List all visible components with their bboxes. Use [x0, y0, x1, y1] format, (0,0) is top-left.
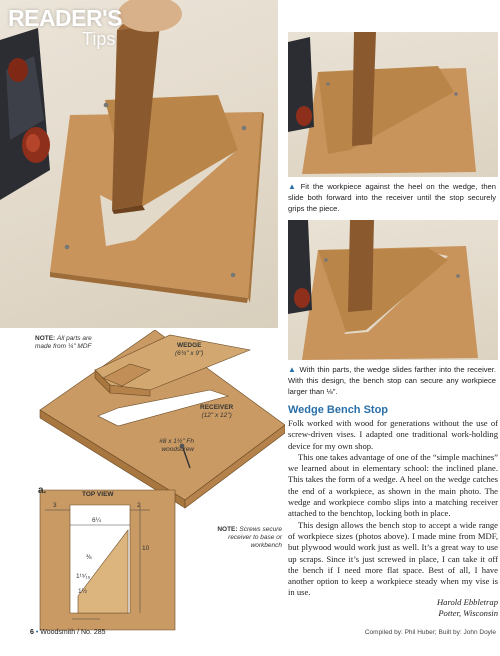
signature	[288, 597, 498, 619]
masthead-title: READER'S	[8, 5, 122, 31]
main-photo	[0, 0, 278, 328]
author-name: Harold Ebbletrap	[436, 597, 498, 607]
dim-2: 2	[137, 502, 141, 509]
screw-label: #8 x 1½" Fh woodscrew	[159, 438, 194, 453]
magazine-name: Woodsmith / No. 285	[40, 629, 106, 636]
article-body	[288, 418, 498, 599]
footer-credits: Compiled by: Phil Huber; Built by: John Doyle	[364, 629, 496, 636]
dim-6-3-4: 6¼	[92, 517, 102, 524]
triangle-up-icon: ▲	[288, 365, 297, 374]
exploded-diagram	[0, 330, 285, 640]
caption-mid: ▲ With thin parts, the wedge slides farther into the receiver. With this design, the bench stop can secure any workpiece larger than ⅛".	[288, 365, 496, 396]
receiver-label: RECEIVER (12" x 12")	[200, 404, 234, 419]
article-paragraph: This design allows the bench stop to accept a wide range of workpiece sizes (photos above). I made mine from MDF, but plywood would work just as well. It’s a great way to use up scraps. Since it’s just screwed in place, I can take it off the bench if I need more flat space. Best of all, I have another option to keep a workpiece steady when my vise is in use.	[288, 519, 498, 598]
dim-3: 3	[53, 502, 57, 509]
dim-1-1-2: 1½	[78, 588, 88, 595]
page-number: 6	[30, 629, 34, 636]
masthead-subtitle: Tips	[82, 29, 116, 49]
photo-wide-workpiece	[288, 32, 498, 177]
top-view-label: TOP VIEW	[82, 491, 114, 498]
bench-stop-photo	[0, 0, 278, 328]
wedge-label: WEDGE (6¾" x 9")	[175, 342, 204, 357]
note-screws: NOTE: Screws secure receiver to base or workbench	[217, 526, 282, 549]
detail-letter: a.	[38, 485, 47, 496]
dim-10: 10	[142, 545, 150, 552]
footer-bullet: •	[35, 629, 39, 636]
author-location: Potter, Wisconsin	[438, 608, 498, 618]
dim-1-15-16: 1¹⁵⁄₁₆	[76, 573, 91, 580]
caption-top: ▲ Fit the workpiece against the heel on the wedge, then slide both forward into the receiver until the stop securely grips the piece.	[288, 182, 497, 213]
dim-3-8: ⅜	[86, 554, 92, 561]
article-paragraph: Folk worked with wood for generations without the use of screw-driven vises. I adapted one traditional work-holding device for my own shop.	[288, 418, 498, 451]
masthead	[8, 6, 122, 48]
note-parts: NOTE: All parts are made from ¼" MDF	[35, 335, 92, 350]
article-paragraph: This one takes advantage of one of the “simple machines” we learned about in elementary school: the inclined plane. This takes the form of a wedge. A heel on the wedge catches the end of a workpiece, as shown in the main photo. The wedge and workpiece combo slips into a matching receiver attached to the benchtop, locking both in place.	[288, 451, 498, 519]
triangle-up-icon: ▲	[288, 182, 298, 191]
photo-thin-workpiece	[288, 220, 498, 360]
footer-left	[30, 629, 106, 636]
article-title: Wedge Bench Stop	[288, 404, 389, 416]
